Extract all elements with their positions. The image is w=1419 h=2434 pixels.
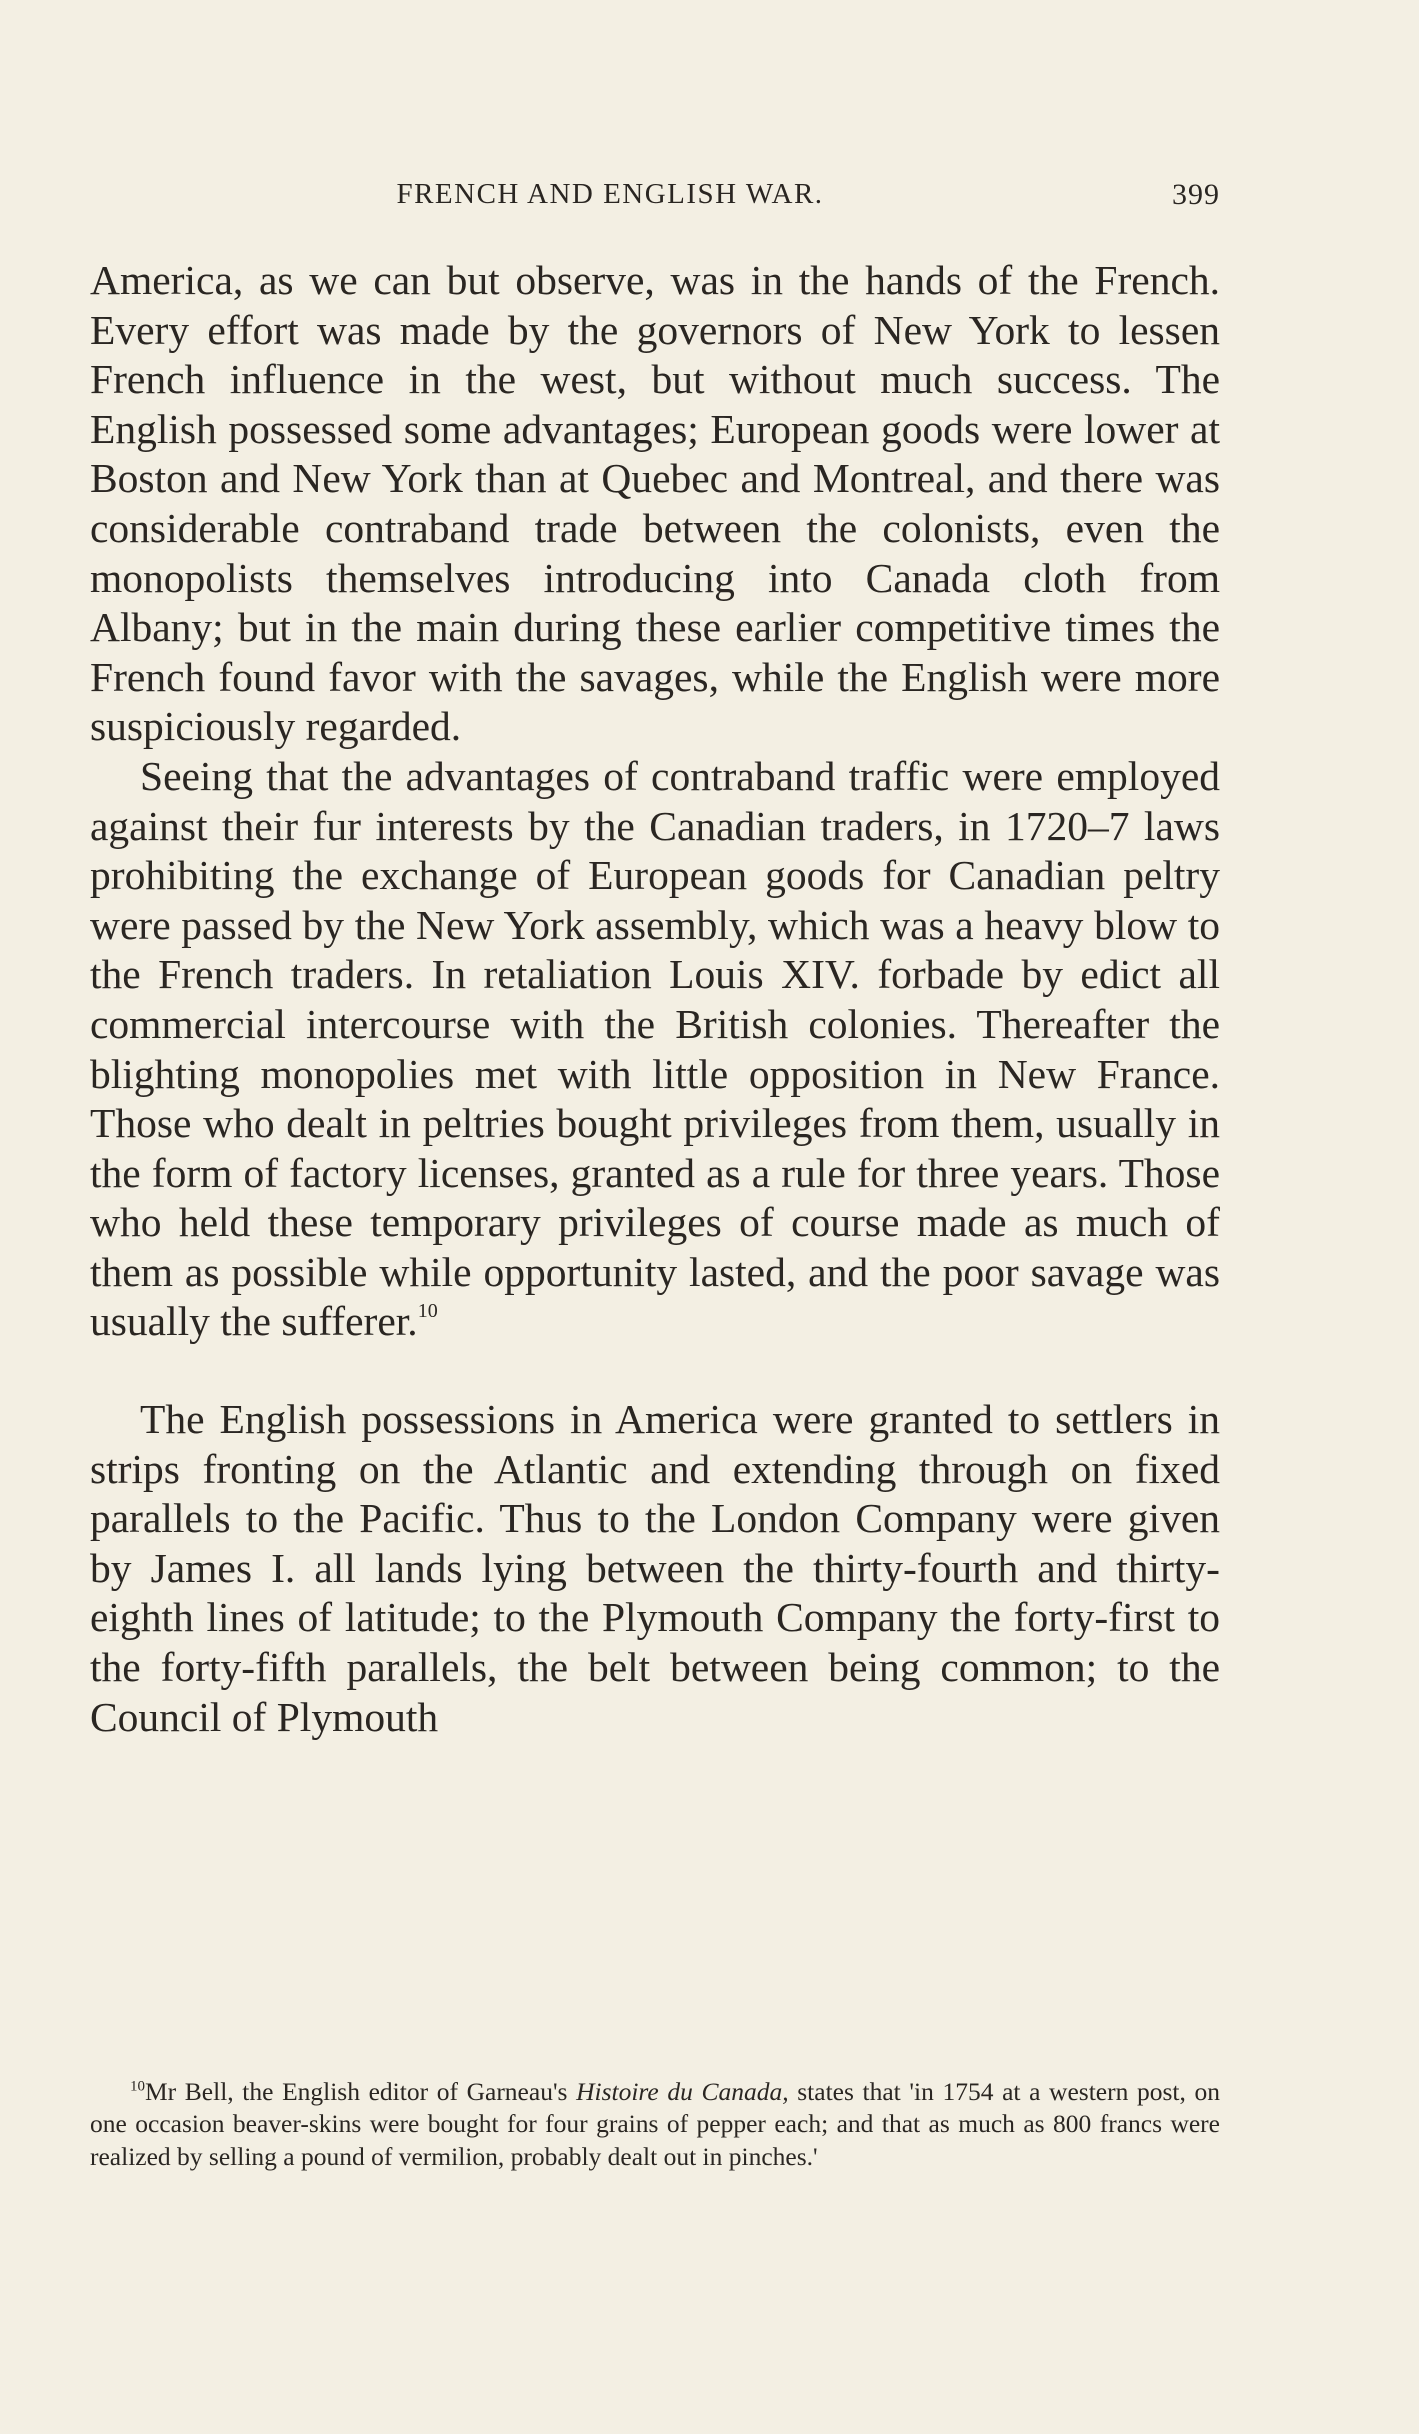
paragraph-1: America, as we can but observe, was in the hands of the French. Every effort was made by the governors of New York to lessen French influence in the west, but without much success. The English possessed some advantages; European goods were lower at Boston and New York than at Quebec and Montreal, and there was considerable contraband trade between the colonists, even the monopolists themselves introducing into Canada cloth from Albany; but in the main during these earlier competitive times the French found favor with the savages, while the English were more suspiciously regarded. — [90, 257, 1220, 750]
paragraph-2 — [90, 752, 1220, 1347]
footnote-reference: 10 — [417, 1299, 438, 1322]
footnote — [90, 2076, 1220, 2173]
footnote-book-title: Histoire du Canada, — [576, 2077, 789, 2106]
footnote-number: 10 — [130, 2078, 145, 2095]
page-number: 399 — [1172, 178, 1220, 211]
paragraph-3: The English possessions in America were granted to settlers in strips fronting on the Atlantic and extending through on fixed parallels to the Pacific. Thus to the London Company were given by James I. all lands lying between the thirty-fourth and thirty-eighth lines of latitude; to the Plymouth Company the forty-first to the forty-fifth parallels, the belt between being common; to the Council of Plymouth — [90, 1396, 1220, 1740]
footnote-text-before-title: Mr Bell, the English editor of Garneau's — [145, 2077, 577, 2106]
running-head — [90, 178, 1220, 218]
paragraph-2-text: Seeing that the advantages of contraband traffic were employed against their fur interests by the Canadian traders, in 1720–7 laws prohibiting the exchange of European goods for Canadian peltry were passed by the New York assembly, which was a heavy blow to the French traders. In retaliation Louis XIV. forbade by edict all commercial intercourse with the British colonies. Thereafter the blighting monopolies met with little opposition in New France. Those who dealt in peltries bought privileges from them, usually in the form of factory licenses, granted as a rule for three years. Those who held these temporary privileges of course made as much of them as possible while opportunity lasted, and the poor savage was usually the sufferer. — [90, 752, 1220, 1345]
running-title: FRENCH AND ENGLISH WAR. — [396, 178, 824, 210]
footnote-text-after-title: states that 'in 1754 at a western post, on one occasion beaver-skins were bought for four grains of pepper each; and that as much as 800 francs were realized by selling a pound of vermilion, probably dealt out in pinches.' — [90, 2077, 1220, 2171]
body-text — [90, 256, 1220, 1742]
